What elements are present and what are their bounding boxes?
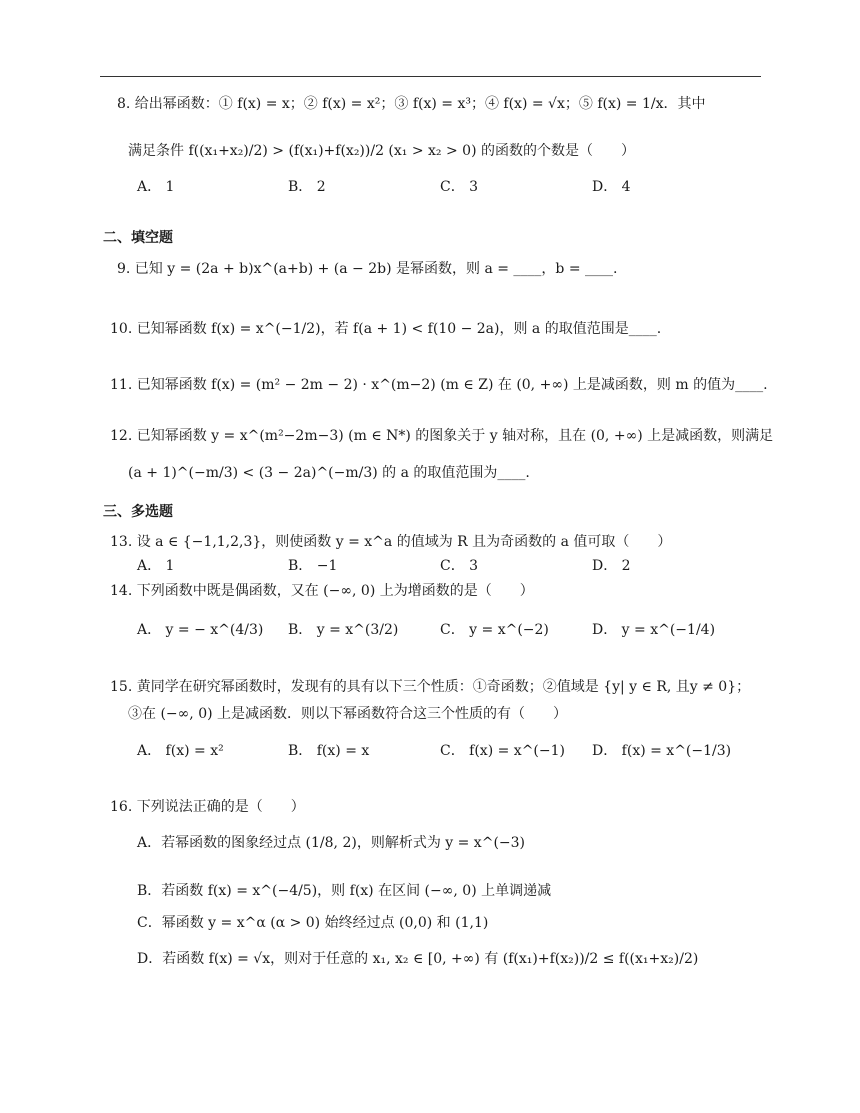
q14-option-b: B． y = x^(3/2) [288,622,399,638]
question-12-line2: (a + 1)^(−m/3) < (3 − 2a)^(−m/3) 的 a 的取值范围为____. [128,465,530,481]
q13-option-b: B． −1 [288,558,338,574]
q15-option-a: A． f(x) = x² [137,743,224,759]
question-8-line1: 8. 给出幂函数：① f(x) = x；② f(x) = x²；③ f(x) = x³；④ f(x) = √x；⑤ f(x) = 1/x．其中 [117,96,706,112]
question-16: 16. 下列说法正确的是（ ） [110,799,305,815]
q16-option-a: A．若幂函数的图象经过点 (1/8, 2)，则解析式为 y = x^(−3) [137,835,525,851]
question-15-line1: 15. 黄同学在研究幂函数时，发现有的具有以下三个性质：①奇函数；②值域是 {y| y ∈ R, 且y ≠ 0}； [110,679,751,695]
q14-option-a: A． y = − x^(4/3) [137,622,264,638]
q16-option-b: B．若函数 f(x) = x^(−4/5)，则 f(x) 在区间 (−∞, 0) 上单调递减 [137,883,552,899]
q15-option-b: B． f(x) = x [288,743,370,759]
question-8-line2: 满足条件 f((x₁+x₂)/2) > (f(x₁)+f(x₂))/2 (x₁ > x₂ > 0) 的函数的个数是（ ） [128,143,635,159]
q14-option-c: C． y = x^(−2) [440,622,549,638]
q8-option-d: D． 4 [592,179,631,195]
q15-option-c: C． f(x) = x^(−1) [440,743,565,759]
question-9: 9. 已知 y = (2a + b)x^(a+b) + (a − 2b) 是幂函数，则 a = ____，b = ____. [117,261,618,277]
q8-option-b: B． 2 [288,179,326,195]
section-heading-fill-in: 二、填空题 [103,230,173,246]
q15-option-d: D． f(x) = x^(−1/3) [592,743,732,759]
q8-option-c: C． 3 [440,179,479,195]
q14-option-d: D． y = x^(−1/4) [592,622,716,638]
q16-option-c: C．幂函数 y = x^α (α > 0) 始终经过点 (0,0) 和 (1,1) [137,915,489,931]
question-11: 11. 已知幂函数 f(x) = (m² − 2m − 2) · x^(m−2) (m ∈ Z) 在 (0, +∞) 上是减函数，则 m 的值为____. [110,377,768,393]
question-12-line1: 12. 已知幂函数 y = x^(m²−2m−3) (m ∈ N*) 的图象关于 y 轴对称，且在 (0, +∞) 上是减函数，则满足 [110,428,774,444]
q13-option-c: C． 3 [440,558,479,574]
top-rule [100,76,761,77]
section-heading-multi-choice: 三、多选题 [103,504,173,520]
question-15-line2: ③在 (−∞, 0) 上是减函数．则以下幂函数符合这三个性质的有（ ） [128,706,568,722]
question-13: 13. 设 a ∈ {−1,1,2,3}，则使函数 y = x^a 的值域为 R 且为奇函数的 a 值可取（ ） [110,534,672,550]
question-14: 14. 下列函数中既是偶函数，又在 (−∞, 0) 上为增函数的是（ ） [110,583,534,599]
question-10: 10. 已知幂函数 f(x) = x^(−1/2)，若 f(a + 1) < f(10 − 2a)，则 a 的取值范围是____. [110,321,662,337]
q13-option-a: A． 1 [137,558,175,574]
q8-option-a: A． 1 [137,179,175,195]
q16-option-d: D．若函数 f(x) = √x，则对于任意的 x₁, x₂ ∈ [0, +∞) 有 (f(x₁)+f(x₂))/2 ≤ f((x₁+x₂)/2) [137,951,699,967]
q13-option-d: D． 2 [592,558,631,574]
